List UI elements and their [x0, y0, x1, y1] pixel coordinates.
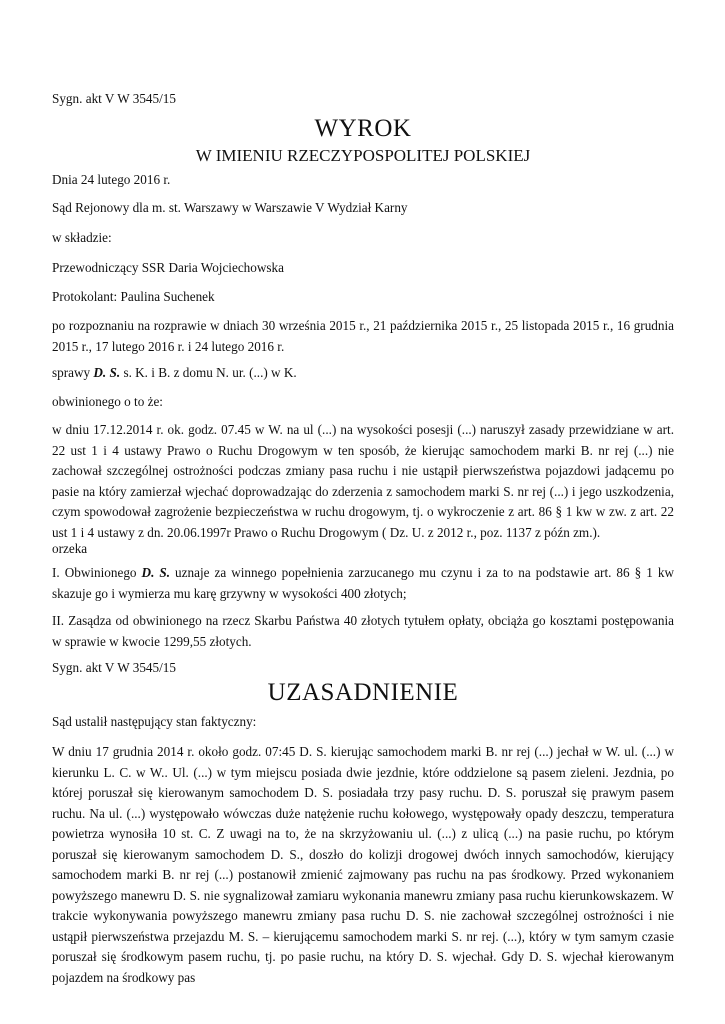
hearing-dates: po rozpoznaniu na rozprawie w dniach 30 września 2015 r., 21 października 2015 r., 25 listopada 2015 r., 16 grudnia 2015 r., 17 lutego 2016 r. i 24 lutego 2016 r.: [52, 318, 674, 354]
point1-prefix: I. Obwinionego: [52, 565, 142, 580]
court-name: Sąd Rejonowy dla m. st. Warszawy w Warszawie V Wydział Karny: [52, 200, 408, 215]
verdict-point-2: II. Zasądza od obwinionego na rzecz Skarbu Państwa 40 złotych tytułem opłaty, obciąża go kosztami postępowania w sprawie w kwocie 1299,55 złotych.: [52, 613, 674, 649]
composition-label: w składzie:: [52, 230, 112, 245]
point1-suffix: uznaje za winnego popełnienia zarzucanego mu czynu i za to na podstawie art. 86 § 1 kw skazuje go i wymierza mu karę grzywny w wysokości 400 złotych;: [52, 565, 675, 601]
justification-signature: Sygn. akt V W 3545/15: [52, 660, 176, 675]
facts-intro: Sąd ustalił następujący stan faktyczny:: [52, 714, 257, 729]
court-clerk: Protokolant: Paulina Suchenek: [52, 289, 215, 304]
facts-text: W dniu 17 grudnia 2014 r. około godz. 07:45 D. S. kierując samochodem marki B. nr rej (...) jechał w W. ul. (...) w kierunku L. C. w W.. Ul. (...) w tym miejscu posiada dwie jezdnie, które oddzielone są pasem zieleni. Jezdnia, po której poruszał się kierowanym samochodem D. S. posiadała trzy pasy ruchu. D. S. poruszał się prawym pasem ruchu. Na ul. (...) występowało wówczas duże natężenie ruchu kołowego, występowały opady deszczu, temperatura powietrza wynosiła 10 st. C. Z uwagi na to, że na skrzyżowaniu ul. (...) z ulicą (...) na pasie ruchu, po którym poruszał się kierowanym samochodem D. S., doszło do kolizji drogowej dwóch innych samochodów, kierujący samochodem marki B. nr rej (...) postanowił zmienić zajmowany pas ruchu na pas środkowy. Przed wykonaniem powyższego manewru D. S. nie sygnalizował zamiaru wykonania manewru zmiany pasa ruchu kierunkowskazem. W trakcie wykonywania powyższego manewru zmiany pasa ruchu D. S. nie zachował szczególnej ostrożności i nie ustąpił pierwszeństwa przejazdu M. S. – kierującemu samochodem marki S. nr rej. (...), który w tym samym czasie poruszał się środkowym pasem ruchu, tj. po pasie ruchu, na który D. S. wjechał. Gdy D. S. wjechał kierowanym pojazdem na środkowy pas: [52, 744, 674, 985]
point1-defendant: D. S.: [141, 565, 171, 580]
verdict-point-1: [52, 563, 674, 604]
defendant-name: D. S.: [93, 365, 121, 380]
charge-text: w dniu 17.12.2014 r. ok. godz. 07.45 w W. na ul (...) na wysokości posesji (...) naruszył zasady przewidziane w art. 22 ust 1 i 4 ustawy Prawo o Ruchu Drogowym w ten sposób, że kierując samochodem marki B. nr rej (...) nie zachował szczególnej ostrożności podczas zmiany pasa ruchu i nie ustąpił pierwszeństwa pojazdowi jadącemu po pasie na który zamierzał wjechać doprowadzając do zderzenia z samochodem marki S. nr rej (...) i jego uszkodzenia, czym spowodował zagrożenie bezpieczeństwa w ruchu drogowym, tj. o wykroczenie z art. 86 § 1 kw w zw. z art. 22 ust 1 i 4 ustawy z dn. 20.06.1997r Prawo o Ruchu Drogowym ( Dz. U. z 2012 r., poz. 1137 z późn zm.).: [52, 422, 674, 540]
case-prefix: sprawy: [52, 365, 94, 380]
rules-label: orzeka: [52, 541, 88, 556]
justification-title: UZASADNIENIE: [267, 679, 459, 706]
case-line: [52, 363, 674, 384]
verdict-title: WYROK: [314, 115, 412, 142]
case-signature: Sygn. akt V W 3545/15: [52, 91, 176, 106]
verdict-date: Dnia 24 lutego 2016 r.: [52, 172, 171, 187]
presiding-judge: Przewodniczący SSR Daria Wojciechowska: [52, 260, 284, 275]
verdict-subtitle: W IMIENIU RZECZYPOSPOLITEJ POLSKIEJ: [195, 146, 531, 165]
accused-of-label: obwinionego o to że:: [52, 394, 163, 409]
case-suffix: s. K. i B. z domu N. ur. (...) w K.: [120, 365, 297, 380]
